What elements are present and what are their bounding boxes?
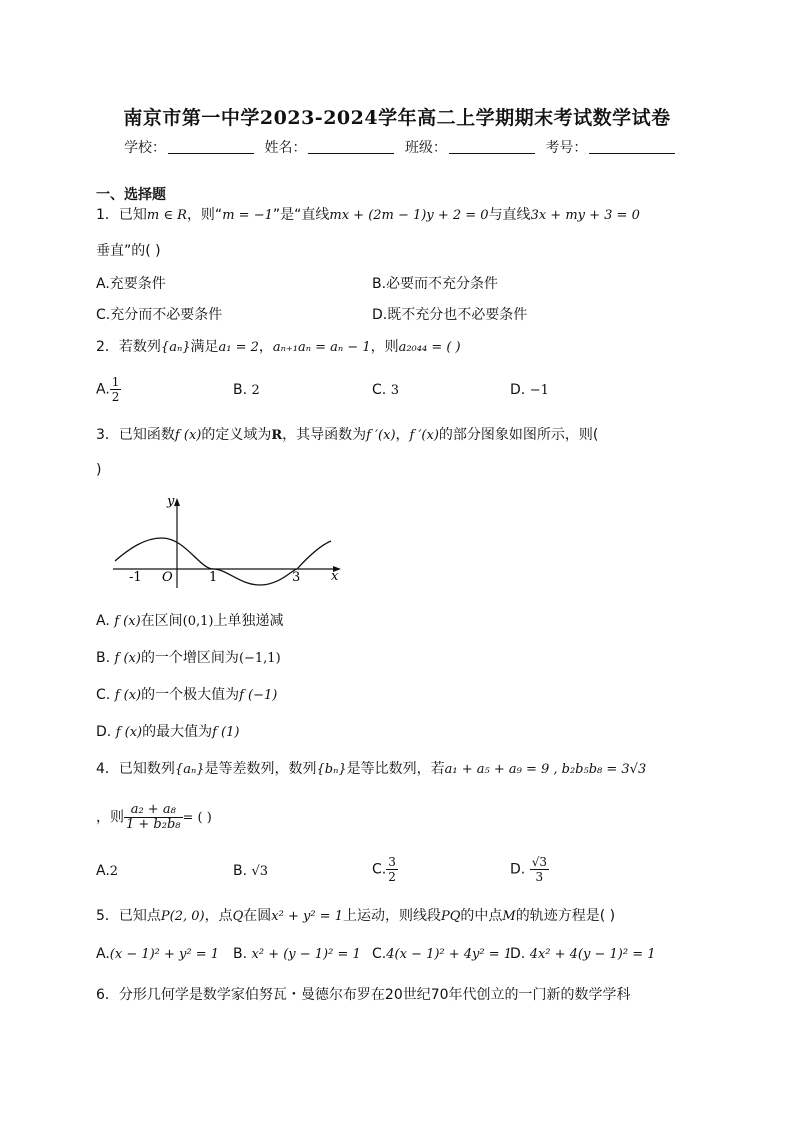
school-label: 学校： [124, 140, 166, 156]
class-blank[interactable] [449, 139, 535, 154]
fraction: $\frac{√3}{3}$ [531, 855, 547, 884]
student-info-row [124, 137, 681, 157]
q1-option-a[interactable]: A.充要条件 [96, 276, 166, 292]
tick-label-1: 1 [209, 570, 218, 585]
q3-option-b[interactable]: B. f (x)的一个增区间为(−1,1) [96, 650, 281, 666]
q1-option-b[interactable]: B.必要而不充分条件 [372, 276, 499, 292]
q2-option-c[interactable]: C. 3 [372, 382, 399, 398]
exam-number-blank[interactable] [589, 139, 675, 154]
question-3-stem: 3．已知函数f (x)的定义域为R，其导函数为f ′(x)，f ′(x)的部分图象如图所示，则( [96, 427, 599, 443]
derivative-graph [105, 488, 350, 593]
q4-option-c[interactable]: C. $\frac{3}{2}$ [372, 855, 396, 884]
tick-label-neg1: -1 [129, 570, 142, 585]
q1-option-d[interactable]: D.既不充分也不必要条件 [372, 307, 528, 323]
q2-option-d[interactable]: D. −1 [510, 382, 549, 398]
q4-option-b[interactable]: B. √3 [233, 863, 269, 879]
fraction: $\frac{1}{2}$ [111, 375, 120, 404]
tick-label-3: 3 [292, 570, 301, 585]
exam-number-label: 考号： [545, 140, 588, 156]
question-3-stem-line2: ) [96, 462, 102, 478]
q3-option-c[interactable]: C. f (x)的一个极大值为f (−1) [96, 687, 278, 703]
class-field [405, 137, 535, 157]
question-4-stem-line2: ，则 $\frac{\text{a₂ + a₈}}{\text{1 + b₂b₈}}$ = ( ) [96, 802, 212, 832]
q1-option-c[interactable]: C.充分而不必要条件 [96, 307, 223, 323]
name-label: 姓名： [264, 140, 307, 156]
name-blank[interactable] [308, 139, 394, 154]
class-label: 班级： [404, 140, 447, 156]
school-blank[interactable] [168, 139, 254, 154]
exam-title: 南京市第一中学2023-2024学年高二上学期期末考试数学试卷 [123, 107, 671, 129]
q5-option-a[interactable]: A.(x − 1)² + y² = 1 [96, 946, 220, 962]
q2-option-a[interactable]: A. $\frac{1}{2}$ [96, 375, 120, 404]
question-1-stem-line2: 垂直”的( ) [96, 243, 161, 259]
school-field [124, 137, 254, 157]
fraction: $\frac{3}{2}$ [388, 855, 396, 884]
q4-option-d[interactable]: D. $\frac{√3}{3}$ [510, 855, 547, 884]
origin-label: O [162, 570, 173, 585]
fraction: $\frac{\text{a₂ + a₈}}{\text{1 + b₂b₈}}$ [126, 802, 181, 832]
q2-option-b[interactable]: B. 2 [233, 382, 260, 398]
q5-option-d[interactable]: D. 4x² + 4(y − 1)² = 1 [510, 946, 656, 962]
y-axis-arrow-icon [174, 498, 180, 506]
q3-option-a[interactable]: A. f (x)在区间(0,1)上单独递减 [96, 613, 284, 629]
question-1-stem: 1．已知m ∈ R，则“m = −1”是“直线mx + (2m − 1)y + 2 = 0与直线3x + my + 3 = 0 [96, 207, 640, 223]
exam-number-field [545, 137, 675, 157]
question-4-stem: 4．已知数列{aₙ}是等差数列，数列{bₙ}是等比数列，若a₁ + a₅ + a₉ = 9 , b₂b₅b₈ = 3√3 [96, 761, 647, 777]
q3-option-d[interactable]: D. f (x)的最大值为f (1) [96, 724, 240, 740]
question-5-stem: 5．已知点P(2, 0)，点Q在圆x² + y² = 1上运动，则线段PQ的中点M的轨迹方程是( ) [96, 908, 616, 924]
section-heading: 一、选择题 [96, 187, 166, 203]
name-field [264, 137, 394, 157]
x-axis-label: x [331, 569, 339, 584]
q5-option-b[interactable]: B. x² + (y − 1)² = 1 [233, 946, 361, 962]
question-6-stem: 6．分形几何学是数学家伯努瓦・曼德尔布罗在20世纪70年代创立的一门新的数学学科 [96, 987, 631, 1003]
question-2-stem: 2．若数列{aₙ}满足a₁ = 2，aₙ₊₁aₙ = aₙ − 1，则a₂₀₄₄ = ( ) [96, 339, 461, 355]
q4-option-a[interactable]: A.2 [96, 863, 119, 879]
q5-option-c[interactable]: C.4(x − 1)² + 4y² = 1 [372, 946, 513, 962]
y-axis-label: y [167, 494, 175, 509]
